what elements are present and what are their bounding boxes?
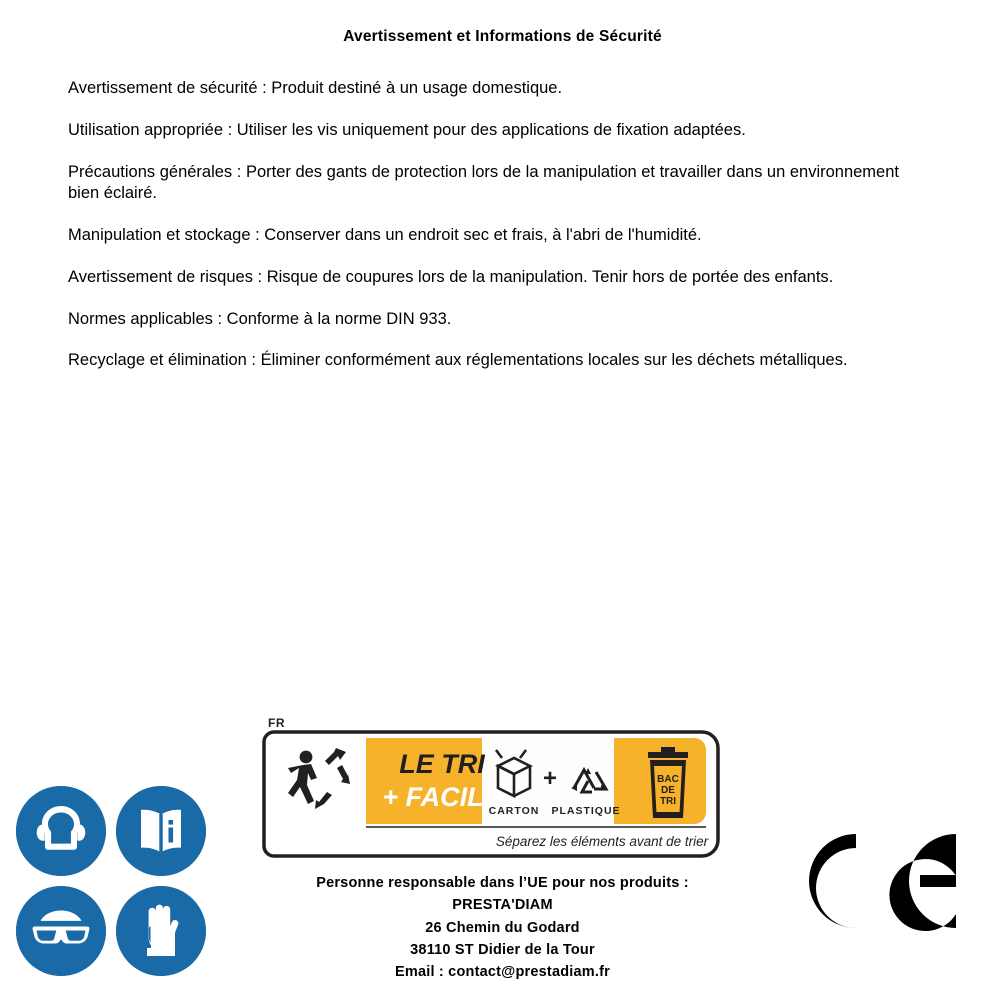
label-headline-line1: LE TRI: [399, 749, 485, 779]
company-street: 26 Chemin du Godard: [425, 919, 580, 936]
company-email: Email : contact@prestadiam.fr: [395, 964, 610, 981]
company-name: PRESTA'DIAM: [452, 897, 553, 914]
recycling-sorting-label: [262, 716, 730, 858]
page-title: Avertissement et Informations de Sécurité: [343, 28, 662, 45]
material-label-plastique: PLASTIQUE: [551, 805, 621, 817]
label-country-tag: FR: [268, 716, 285, 730]
triman-label-graphic: [262, 730, 730, 858]
paragraph-risk-warning: Avertissement de risques : Risque de coupures lors de la manipulation. Tenir hors de portée des enfants.: [68, 267, 834, 286]
company-city: 38110 ST Didier de la Tour: [410, 941, 595, 958]
bin-label-line3: TRI: [659, 796, 677, 807]
heading-prefix: Personne responsable dans l’: [316, 875, 528, 891]
label-footer-text: Séparez les éléments avant de trier: [495, 834, 709, 849]
label-headline-line2: + FACILE: [382, 782, 502, 812]
bin-label-line2: DE: [661, 785, 675, 796]
heading-suffix: pour nos produits :: [547, 875, 689, 891]
ear-protection-icon: [16, 786, 106, 876]
paragraph-handling-storage: Manipulation et stockage : Conserver dans un endroit sec et frais, à l'abri de l'humidité.: [68, 226, 702, 245]
bin-label-line1: BAC: [657, 774, 679, 785]
ce-conformity-mark-icon: [800, 826, 960, 936]
paragraph-safety-warning: Avertissement de sécurité : Produit destiné à un usage domestique.: [68, 79, 563, 97]
safety-information-body: [68, 78, 930, 392]
heading-region: UE: [527, 875, 548, 891]
material-plus-sign: +: [542, 765, 558, 792]
paragraph-applicable-standards: Normes applicables : Conforme à la norme DIN 933.: [68, 309, 452, 328]
read-instructions-icon: [116, 786, 206, 876]
paragraph-general-precautions: Précautions générales : Porter des gants de protection lors de la manipulation et travailler dans un environnement bien éclairé.: [68, 162, 899, 203]
material-label-carton: CARTON: [488, 805, 540, 817]
paragraph-recycling-disposal: Recyclage et élimination : Éliminer conformément aux réglementations locales sur les déchets métalliques.: [68, 351, 848, 370]
paragraph-proper-use: Utilisation appropriée : Utiliser les vis uniquement pour des applications de fixation adaptées.: [68, 120, 746, 139]
